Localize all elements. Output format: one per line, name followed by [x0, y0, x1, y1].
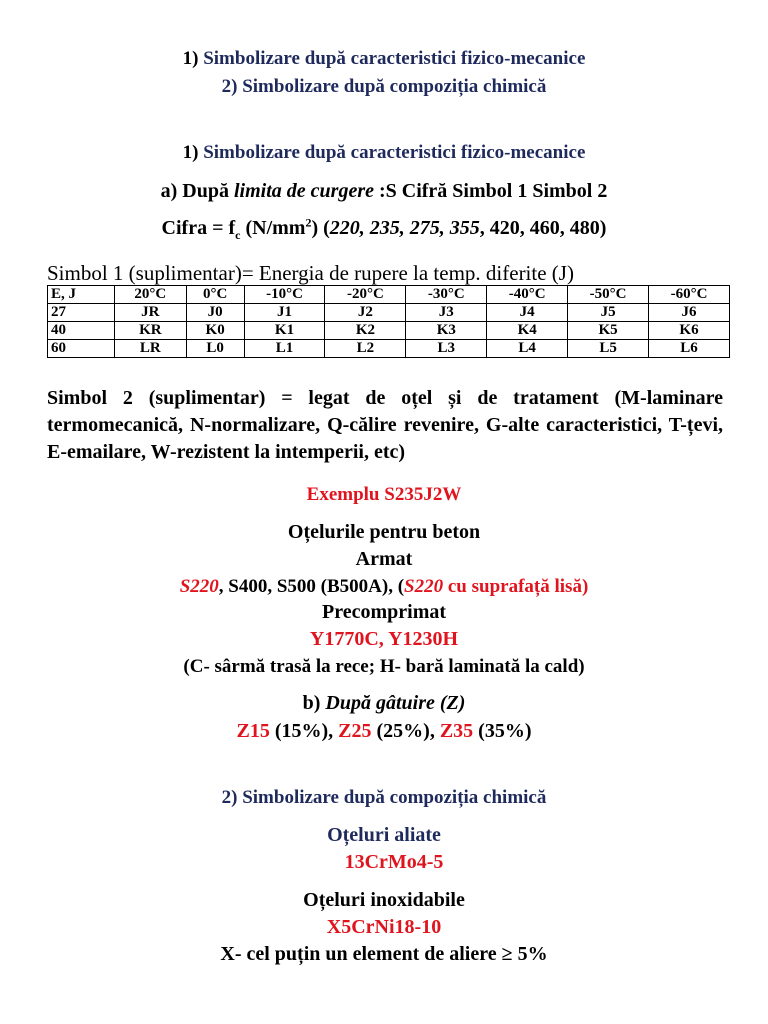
aliate-title: Oțeluri aliate	[327, 824, 441, 846]
header-line-1-text: Simbolizare după caracteristici fizico-mecanice	[203, 48, 586, 69]
a-suffix: :S Cifră Simbol 1 Simbol 2	[373, 180, 608, 202]
a-italic: limita de curgere	[234, 180, 374, 202]
header-line-1	[0, 48, 768, 70]
simbol-1-title: Simbol 1 (suplimentar)= Energia de rupere la temp. diferite (J)	[47, 261, 574, 285]
table-cell: J1	[244, 304, 325, 322]
z15-pct: (15%),	[269, 720, 339, 742]
table-header-cell: -40°C	[487, 286, 568, 304]
table-cell: L4	[487, 340, 568, 358]
energy-symbol-table	[47, 285, 730, 358]
table-header-cell: E, J	[48, 286, 115, 304]
section-2-num: 2)	[221, 787, 238, 808]
table-cell: L1	[244, 340, 325, 358]
inox-example: X5CrNi18-10	[326, 916, 442, 938]
gatuire-title	[0, 692, 768, 715]
limita-curgere-line	[0, 180, 768, 203]
z25-pct: (25%),	[371, 720, 440, 742]
z35-pct: (35%)	[473, 720, 532, 742]
table-cell: J3	[406, 304, 487, 322]
cifra-sup: 2	[305, 215, 312, 230]
cifra-line	[0, 217, 768, 240]
table-cell: K6	[649, 322, 730, 340]
armat-s220: S220	[179, 576, 219, 597]
b-prefix: b)	[302, 692, 326, 714]
header-line-2-text: Simbolizare după compoziția chimică	[242, 76, 547, 97]
section-1-title	[0, 142, 768, 164]
table-header-cell: 0°C	[186, 286, 244, 304]
z35: Z35	[439, 720, 474, 742]
header-line-2	[0, 76, 768, 98]
table-header-cell: -20°C	[325, 286, 406, 304]
armat-values	[0, 576, 768, 598]
cifra-sub: c	[235, 228, 241, 242]
table-header-cell: -30°C	[406, 286, 487, 304]
table-cell: L6	[649, 340, 730, 358]
armat-mid: , S400, S500 (B500A), (	[218, 576, 405, 597]
aliate-example: 13CrMo4-5	[344, 851, 444, 873]
b-italic: După gâtuire (Z)	[325, 692, 466, 714]
example-text: Exemplu S235J2W	[306, 484, 462, 505]
table-row	[48, 304, 730, 322]
table-cell: LR	[115, 340, 187, 358]
table-cell: L3	[406, 340, 487, 358]
table-cell: L0	[186, 340, 244, 358]
table-cell: K0	[186, 322, 244, 340]
cifra-unit: (N/mm	[240, 217, 306, 239]
table-cell: 40	[48, 322, 115, 340]
table-cell: J4	[487, 304, 568, 322]
section-1-num: 1)	[182, 142, 199, 163]
z15: Z15	[236, 720, 270, 742]
table-cell: JR	[115, 304, 187, 322]
gatuire-values	[0, 720, 768, 743]
table-header-cell: -60°C	[649, 286, 730, 304]
table-cell: K5	[568, 322, 649, 340]
inox-title: Oțeluri inoxidabile	[303, 889, 465, 911]
header-line-2-num: 2)	[221, 76, 238, 97]
table-cell: 27	[48, 304, 115, 322]
table-row	[48, 340, 730, 358]
table-cell: K4	[487, 322, 568, 340]
cifra-open: ) (	[311, 217, 330, 239]
armat-title: Armat	[355, 548, 413, 570]
header-line-1-num: 1)	[182, 48, 199, 69]
section-2-title-text: Simbolizare după compoziția chimică	[242, 787, 547, 808]
alloy-note: X- cel puțin un element de aliere ≥ 5%	[220, 943, 548, 965]
simbol-2-paragraph: Simbol 2 (suplimentar) = legat de oțel și de tratament (M-laminare termomecanică, N-normalizare, Q-călire revenire, G-alte caracteristici, T-țevi, E-emailare, W-rezistent la intemperii, etc)	[47, 387, 723, 463]
armat-s220b: S220	[404, 576, 444, 597]
table-header-cell: 20°C	[115, 286, 187, 304]
beton-title: Oțelurile pentru beton	[287, 521, 481, 543]
z25: Z25	[338, 720, 372, 742]
table-cell: K1	[244, 322, 325, 340]
precomprimat-title: Precomprimat	[321, 601, 447, 623]
precomprimat-values: Y1770C, Y1230H	[309, 628, 459, 650]
table-cell: K2	[325, 322, 406, 340]
table-cell: J0	[186, 304, 244, 322]
table-cell: KR	[115, 322, 187, 340]
cifra-italic: 220, 235, 275, 355	[329, 217, 480, 239]
section-2-title	[0, 787, 768, 809]
section-1-title-text: Simbolizare după caracteristici fizico-mecanice	[203, 142, 586, 163]
cifra-rest: , 420, 460, 480)	[479, 217, 607, 239]
table-cell: 60	[48, 340, 115, 358]
table-row	[48, 322, 730, 340]
table-header-row	[48, 286, 730, 304]
table-cell: J2	[325, 304, 406, 322]
armat-end: cu suprafață lisă)	[443, 576, 589, 597]
table-header-cell: -50°C	[568, 286, 649, 304]
table-cell: L5	[568, 340, 649, 358]
table-header-cell: -10°C	[244, 286, 325, 304]
a-prefix: a) După	[160, 180, 234, 202]
table-cell: K3	[406, 322, 487, 340]
precomprimat-note: (C- sârmă trasă la rece; H- bară laminată la cald)	[183, 656, 585, 677]
cifra-prefix: Cifra = f	[161, 217, 236, 239]
table-cell: J6	[649, 304, 730, 322]
table-cell: L2	[325, 340, 406, 358]
table-cell: J5	[568, 304, 649, 322]
